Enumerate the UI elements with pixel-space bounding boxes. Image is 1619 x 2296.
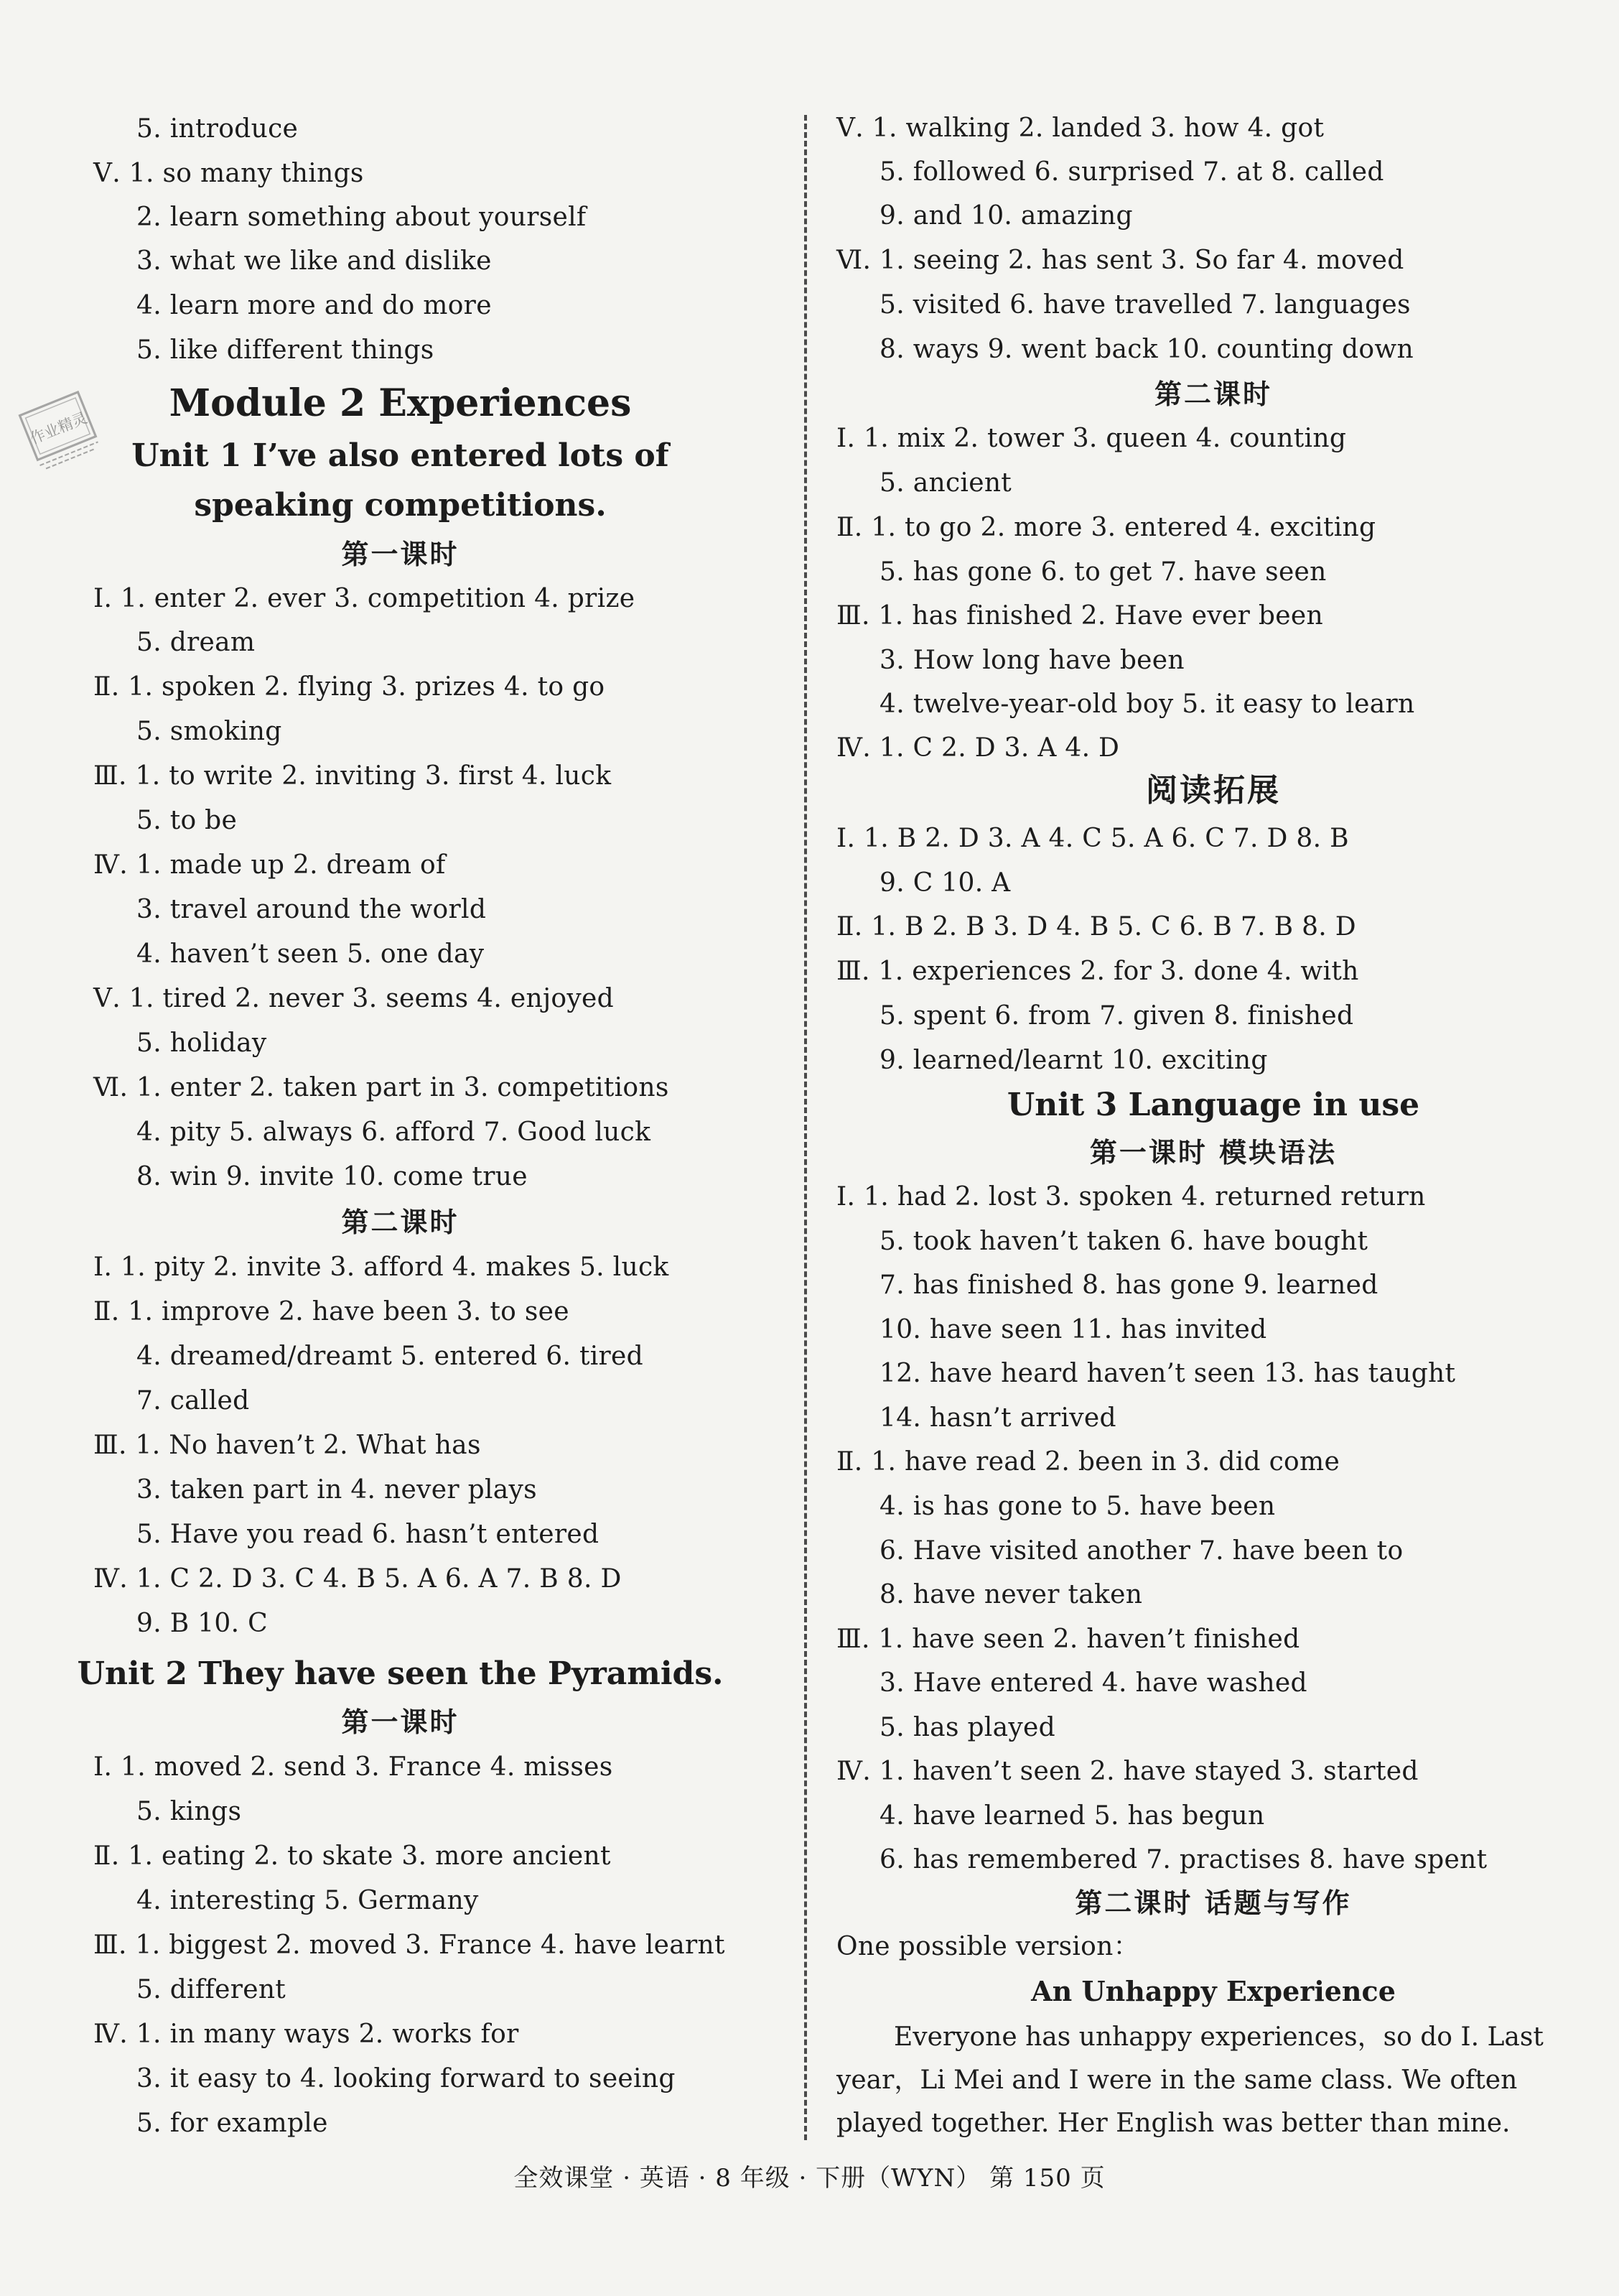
answer-line: Ⅰ. 1. had 2. lost 3. spoken 4. returned return	[836, 1182, 1426, 1212]
answer-line: 3. it easy to 4. looking forward to seeing	[136, 2064, 676, 2093]
answer-line: 3. travel around the world	[136, 895, 487, 924]
unit-title: speaking competitions.	[194, 487, 607, 524]
answer-line: 3. How long have been	[880, 646, 1185, 675]
answer-line: 6. Have visited another 7. have been to	[880, 1536, 1404, 1566]
section-heading: 第一课时	[341, 1706, 459, 1738]
answer-line: 9. learned/learnt 10. exciting	[880, 1046, 1268, 1075]
answer-line: Ⅰ. 1. enter 2. ever 3. competition 4. prize	[93, 584, 635, 613]
answer-line: Ⅰ. 1. mix 2. tower 3. queen 4. counting	[836, 424, 1347, 453]
answer-line: Ⅰ. 1. B 2. D 3. A 4. C 5. A 6. C 7. D 8. B	[836, 824, 1349, 853]
answer-line: 4. haven’t seen 5. one day	[136, 939, 485, 969]
answer-line: 2. learn something about yourself	[136, 203, 587, 232]
answer-line: 3. Have entered 4. have washed	[880, 1668, 1307, 1698]
answer-line: 5. has played	[880, 1713, 1055, 1742]
answer-line: Ⅳ. 1. C 2. D 3. C 4. B 5. A 6. A 7. B 8. D	[93, 1564, 622, 1594]
answer-line: Ⅳ. 1. haven’t seen 2. have stayed 3. started	[836, 1757, 1419, 1786]
answer-line: Ⅲ. 1. to write 2. inviting 3. first 4. luck	[93, 761, 612, 791]
answer-line: 4. dreamed/dreamt 5. entered 6. tired	[136, 1342, 643, 1371]
section-heading: 第一课时	[341, 538, 459, 570]
module-title: Module 2 Experiences	[169, 381, 632, 425]
answer-line: Ⅳ. 1. in many ways 2. works for	[93, 2020, 519, 2049]
column-divider	[804, 115, 807, 2140]
answer-line: 5. like different things	[136, 335, 434, 365]
unit-title: Unit 2 They have seen the Pyramids.	[77, 1655, 724, 1692]
answer-line: 4. twelve-year-old boy 5. it easy to learn	[880, 689, 1415, 719]
essay-title: An Unhappy Experience	[1031, 1975, 1396, 2007]
page-footer: 全效课堂 · 英语 · 8 年级 · 下册（WYN） 第 150 页	[513, 2164, 1106, 2193]
answer-line: 4. interesting 5. Germany	[136, 1886, 479, 1915]
answer-line: 4. is has gone to 5. have been	[880, 1492, 1276, 1521]
answer-line: 5. visited 6. have travelled 7. languages	[880, 290, 1411, 320]
answer-line: 7. called	[136, 1386, 250, 1416]
section-heading: 第一课时 模块语法	[1089, 1136, 1338, 1168]
answer-line: 4. have learned 5. has begun	[880, 1801, 1265, 1831]
answer-line: Ⅰ. 1. pity 2. invite 3. afford 4. makes 5. luck	[93, 1252, 669, 1282]
answer-line: 5. different	[136, 1975, 286, 2004]
answer-line: 5. took haven’t taken 6. have bought	[880, 1227, 1368, 1256]
answer-line: 4. pity 5. always 6. afford 7. Good luck	[136, 1117, 651, 1147]
answer-line: Ⅴ. 1. walking 2. landed 3. how 4. got	[836, 113, 1325, 143]
answer-line: 5. kings	[136, 1797, 242, 1826]
answer-line: 5. to be	[136, 806, 238, 835]
answer-line: 8. ways 9. went back 10. counting down	[880, 335, 1414, 364]
answer-line: 5. smoking	[136, 717, 282, 746]
answer-line: 10. have seen 11. has invited	[880, 1315, 1267, 1344]
answer-line: Ⅱ. 1. improve 2. have been 3. to see	[93, 1297, 569, 1326]
answer-line: 5. spent 6. from 7. given 8. finished	[880, 1001, 1354, 1031]
answer-line: 5. holiday	[136, 1028, 267, 1058]
answer-line: 12. have heard haven’t seen 13. has taught	[880, 1359, 1456, 1388]
answer-line: Ⅱ. 1. spoken 2. flying 3. prizes 4. to go	[93, 672, 605, 702]
answer-line: Ⅲ. 1. have seen 2. haven’t finished	[836, 1625, 1300, 1654]
answer-line: 5. introduce	[136, 114, 299, 144]
answer-line: Ⅱ. 1. to go 2. more 3. entered 4. exciting	[836, 513, 1376, 542]
answer-line: 3. taken part in 4. never plays	[136, 1475, 537, 1505]
answer-line: Ⅱ. 1. B 2. B 3. D 4. B 5. C 6. B 7. B 8. D	[836, 912, 1356, 942]
answer-line: Ⅳ. 1. C 2. D 3. A 4. D	[836, 733, 1120, 763]
answer-line: 5. followed 6. surprised 7. at 8. called	[880, 157, 1384, 187]
answer-line: Ⅰ. 1. moved 2. send 3. France 4. misses	[93, 1752, 613, 1782]
answer-line: Ⅴ. 1. so many things	[93, 159, 364, 188]
answer-line: 14. hasn’t arrived	[880, 1403, 1116, 1433]
answer-line: 8. win 9. invite 10. come true	[136, 1162, 528, 1191]
answer-line: Ⅱ. 1. eating 2. to skate 3. more ancient	[93, 1841, 611, 1871]
answer-line: 8. have never taken	[880, 1580, 1143, 1609]
answer-line: Ⅳ. 1. made up 2. dream of	[93, 850, 446, 880]
answer-line: 6. has remembered 7. practises 8. have spent	[880, 1845, 1488, 1874]
answer-line: Ⅴ. 1. tired 2. never 3. seems 4. enjoyed	[93, 984, 614, 1013]
answer-line: 7. has finished 8. has gone 9. learned	[880, 1270, 1378, 1300]
essay-text: Everyone has unhappy experiences，so do I. Last year，Li Mei and I were in the same class. We often played together. Her English was better than mine.	[836, 2022, 1544, 2138]
section-heading: 第二课时 话题与写作	[1075, 1887, 1352, 1919]
answer-line: 5. ancient	[880, 468, 1012, 498]
answer-line: Ⅲ. 1. No haven’t 2. What has	[93, 1431, 481, 1460]
answer-line: Ⅵ. 1. enter 2. taken part in 3. competitions	[93, 1073, 669, 1102]
answer-line: 9. B 10. C	[136, 1609, 268, 1638]
section-heading: 阅读拓展	[1146, 772, 1281, 809]
answer-line: 3. what we like and dislike	[136, 246, 492, 276]
answer-line: Ⅵ. 1. seeing 2. has sent 3. So far 4. moved	[836, 246, 1404, 275]
answer-line: Ⅲ. 1. has finished 2. Have ever been	[836, 601, 1323, 631]
answer-line: 9. and 10. amazing	[880, 201, 1133, 231]
answer-line: 4. learn more and do more	[136, 291, 492, 320]
answer-line: Ⅲ. 1. biggest 2. moved 3. France 4. have learnt	[93, 1930, 725, 1960]
unit-title: Unit 3 Language in use	[1007, 1087, 1420, 1123]
unit-title: Unit 1 I’ve also entered lots of	[131, 437, 669, 474]
section-heading: 第二课时	[1154, 378, 1272, 410]
essay-intro: One possible version：	[836, 1932, 1139, 1961]
stamp-text: 作业精灵	[27, 409, 90, 448]
answer-line: 9. C 10. A	[880, 868, 1011, 898]
answer-line: Ⅲ. 1. experiences 2. for 3. done 4. with	[836, 957, 1359, 986]
answer-line: 5. for example	[136, 2109, 328, 2138]
answer-line: 5. dream	[136, 628, 256, 657]
section-heading: 第二课时	[341, 1206, 459, 1238]
answer-line: 5. Have you read 6. hasn’t entered	[136, 1520, 599, 1549]
answer-line: 5. has gone 6. to get 7. have seen	[880, 557, 1327, 587]
answer-line: Ⅱ. 1. have read 2. been in 3. did come	[836, 1447, 1340, 1477]
